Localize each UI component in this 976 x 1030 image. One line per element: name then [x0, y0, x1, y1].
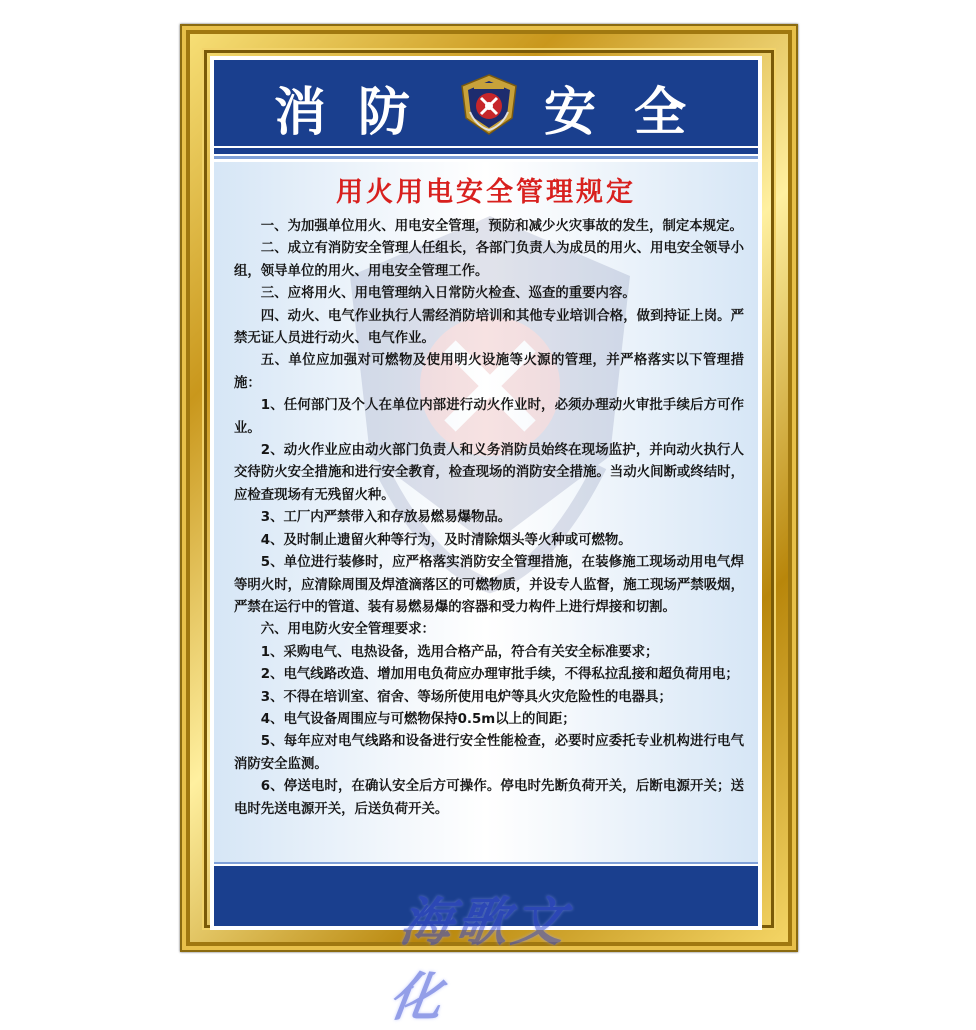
header-title-char-4: 全 [634, 83, 689, 143]
header-title-char-2: 防 [358, 83, 413, 143]
regulation-paragraph: 6、停送电时，在确认安全后方可操作。停电时先断负荷开关，后断电源开关；送电时先送电源开关，后送负荷开关。 [234, 779, 744, 817]
regulation-paragraph: 3、工厂内严禁带入和存放易燃易爆物品。 [260, 510, 512, 526]
regulation-paragraph: 六、用电防火安全管理要求： [260, 622, 435, 638]
regulation-paragraph: 2、电气线路改造、增加用电负荷应办理审批手续，不得私拉乱接和超负荷用电； [260, 667, 739, 683]
document-title: 用火用电安全管理规定 [336, 177, 636, 208]
regulation-paragraph: 3、不得在培训室、宿舍、等场所使用电炉等具火灾危险性的电器具； [260, 689, 672, 705]
regulation-paragraph: 4、及时制止遗留火种等行为，及时清除烟头等火种或可燃物。 [260, 532, 632, 548]
regulation-paragraph: 5、单位进行装修时，应严格落实消防安全管理措施，在装修施工现场动用电气焊等明火时，应清除周围及焊渣滴落区的可燃物质，并设专人监督，施工现场严禁吸烟，严禁在运行中的管道、装有易燃易爆的容器和受力构件上进行焊接和切割。 [234, 555, 744, 615]
fire-rescue-emblem-icon [456, 72, 522, 138]
regulation-paragraph: 三、应将用火、用电管理纳入日常防火检查、巡查的重要内容。 [260, 286, 636, 302]
regulation-paragraph: 5、每年应对电气线路和设备进行安全性能检查，必要时应委托专业机构进行电气消防安全监测。 [234, 734, 744, 772]
regulation-paragraph: 一、为加强单位用火、用电安全管理，预防和减少火灾事故的发生，制定本规定。 [260, 219, 743, 234]
safety-poster [210, 56, 762, 930]
header-title-char-1: 消 [274, 83, 329, 143]
watermark-text: 海歌文化 [385, 892, 573, 1028]
regulation-paragraph: 4、电气设备周围应与可燃物保持0.5m以上的间距； [260, 711, 576, 727]
regulation-paragraph: 二、成立有消防安全管理人任组长，各部门负责人为成员的用火、用电安全领导小组，领导单位的用火、用电安全管理工作。 [234, 241, 744, 279]
regulation-paragraph: 五、单位应加强对可燃物及使用明火设施等火源的管理，并严格落实以下管理措施： [234, 353, 744, 391]
header-stripe [214, 148, 758, 154]
regulation-paragraph: 1、采购电气、电热设备，选用合格产品，符合有关安全标准要求； [260, 644, 659, 660]
regulation-paragraph: 四、动火、电气作业执行人需经消防培训和其他专业培训合格，做到持证上岗。严禁无证人员进行动火、电气作业。 [234, 308, 744, 347]
header-accent-stripe [214, 156, 758, 159]
footer-accent-stripe [214, 862, 758, 864]
regulation-paragraph: 2、动火作业应由动火部门负责人和义务消防员始终在现场监护，并向动火执行人交待防火安全措施和进行安全教育，检查现场的消防安全措施。当动火间断或终结时，应检查现场有无残留火种。 [234, 443, 744, 503]
regulation-text [234, 216, 744, 821]
header-title-char-3: 安 [544, 83, 599, 143]
regulation-paragraph: 1、任何部门及个人在单位内部进行动火作业时，必须办理动火审批手续后方可作业。 [234, 398, 744, 436]
